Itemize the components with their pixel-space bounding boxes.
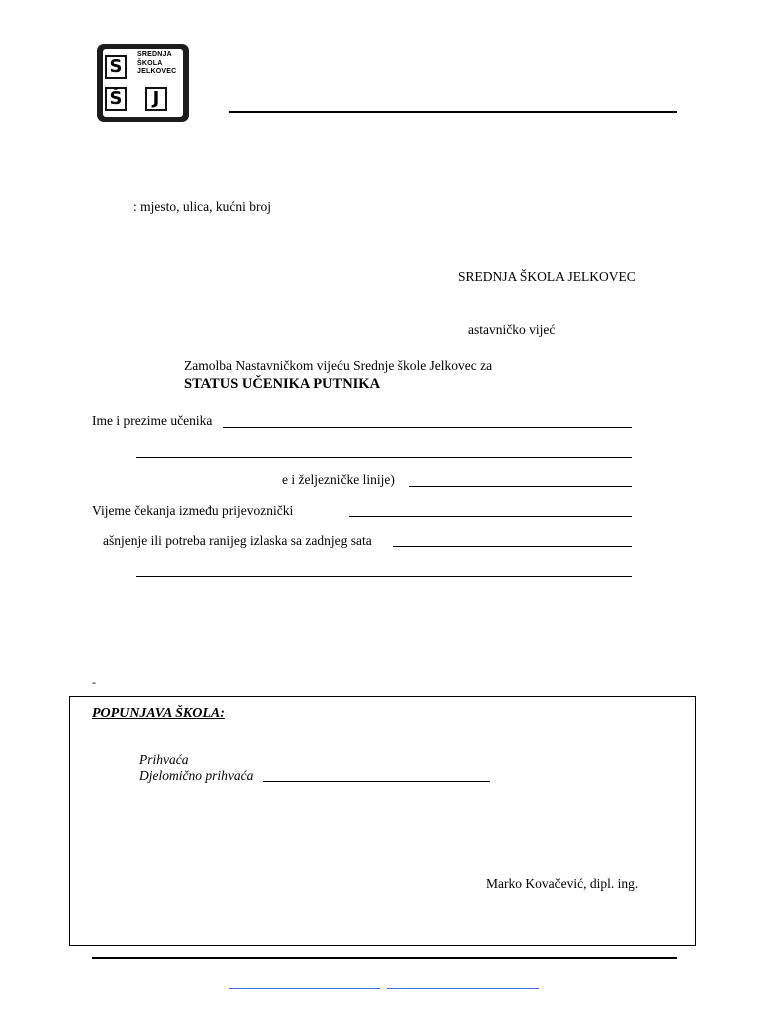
address-label: : mjesto, ulica, kućni broj — [133, 199, 271, 214]
footer-link-1[interactable] — [229, 988, 380, 989]
accepts-option[interactable]: Prihvaća — [139, 752, 189, 767]
council-label: astavničko vijeć — [468, 322, 556, 337]
student-name-label: Ime i prezime učenika — [92, 413, 213, 428]
logo-inner — [103, 49, 183, 117]
explanation-field-2[interactable] — [136, 576, 632, 577]
school-section-heading: POPUNJAVA ŠKOLA: — [92, 706, 225, 721]
dash-mark: - — [92, 675, 96, 689]
address-field[interactable] — [136, 457, 632, 458]
request-title: STATUS UČENIKA PUTNIKA — [184, 376, 381, 392]
signature-name: Marko Kovačević, dipl. ing. — [486, 876, 639, 891]
waiting-label: Vijeme čekanja između prijevoznički — [92, 503, 294, 518]
footer-rule — [92, 957, 677, 959]
logo-line-2: ŠKOLA — [137, 59, 163, 67]
partially-accepts-option[interactable]: Djelomično prihvaća — [139, 768, 254, 783]
header-rule — [229, 111, 677, 113]
lines-field[interactable] — [409, 486, 632, 487]
logo-letter-s: S — [105, 55, 127, 79]
waiting-field[interactable] — [349, 516, 632, 517]
student-name-field[interactable] — [223, 427, 632, 428]
recipient-school: SREDNJA ŠKOLA JELKOVEC — [458, 269, 636, 284]
footer-link-2[interactable] — [387, 988, 539, 989]
explanation-field[interactable] — [393, 546, 632, 547]
lines-label: e i željezničke linije) — [282, 472, 395, 487]
logo-line-3: JELKOVEC — [137, 68, 177, 75]
logo-letter-sh: Š — [105, 87, 127, 111]
logo-line-1: SREDNJA — [137, 51, 172, 58]
partially-accepts-field[interactable] — [263, 781, 490, 782]
logo-text — [137, 51, 176, 77]
school-logo — [97, 44, 189, 122]
request-intro: Zamolba Nastavničkom vijeću Srednje škole Jelkovec za — [184, 358, 493, 373]
school-section-box — [69, 696, 696, 946]
logo-letter-j: J — [145, 87, 167, 111]
explanation-label: ašnjenje ili potreba ranijeg izlaska sa zadnjeg sata — [103, 533, 372, 548]
